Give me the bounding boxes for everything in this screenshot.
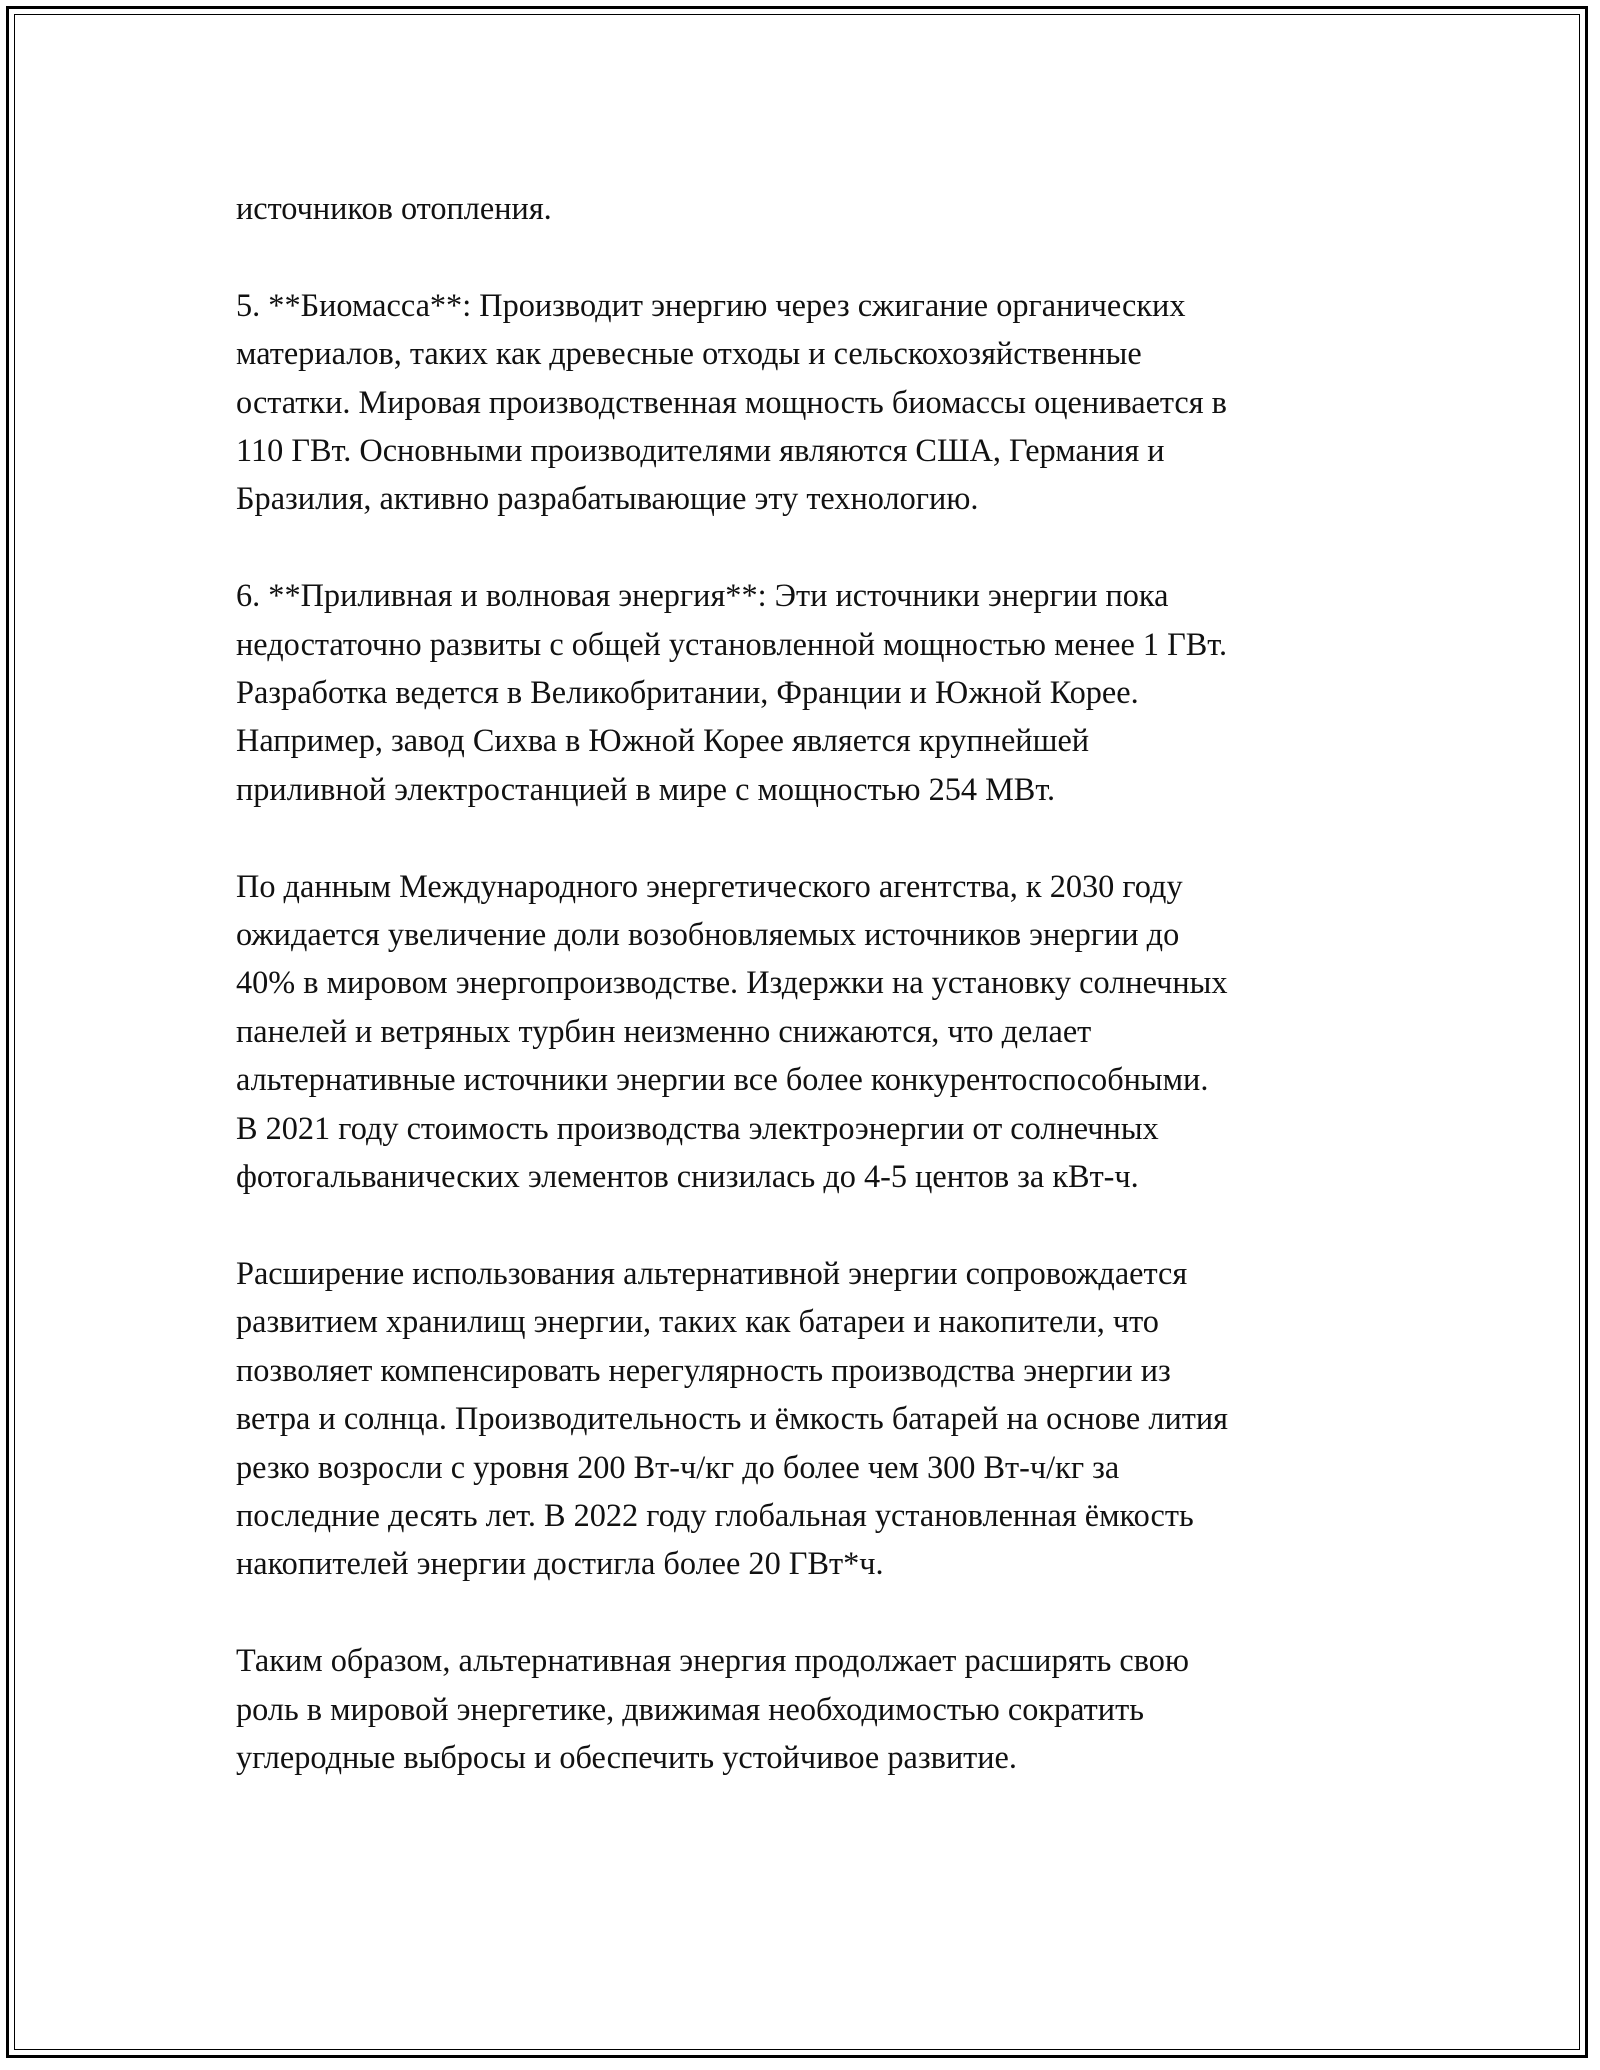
text-line: позволяет компенсировать нерегулярность производства энергии из	[236, 1351, 1171, 1388]
text-line: материалов, таких как древесные отходы и сельскохозяйственные	[236, 335, 1142, 372]
text-line: остатки. Мировая производственная мощность биомассы оценивается в	[236, 383, 1227, 420]
paragraph-iea-forecast	[236, 862, 1396, 1201]
text-line: накопителей энергии достигла более 20 ГВт*ч.	[236, 1545, 884, 1582]
text-line: Бразилия, активно разрабатывающие эту технологию.	[236, 480, 979, 517]
text-line: 5. **Биомасса**: Производит энергию через сжигание органических	[236, 286, 1186, 323]
text-line: развитием хранилищ энергии, таких как батареи и накопители, что	[236, 1303, 1159, 1340]
text-line: 110 ГВт. Основными производителями являются США, Германия и	[236, 432, 1165, 469]
document-body	[236, 184, 1396, 1830]
text-line: Таким образом, альтернативная энергия продолжает расширять свою	[236, 1642, 1190, 1679]
paragraph-conclusion	[236, 1636, 1396, 1781]
text-line: источников отопления.	[236, 190, 552, 226]
text-line: ветра и солнца. Производительность и ёмкость батарей на основе лития	[236, 1400, 1228, 1437]
text-line: Например, завод Сихва в Южной Корее является крупнейшей	[236, 722, 1090, 759]
text-line: приливной электростанцией в мире с мощностью 254 МВт.	[236, 770, 1056, 807]
text-line: фотогальванических элементов снизилась до 4-5 центов за кВт-ч.	[236, 1158, 1139, 1195]
text-line: альтернативные источники энергии все более конкурентоспособными.	[236, 1061, 1209, 1098]
text-line: 40% в мировом энергопроизводстве. Издержки на установку солнечных	[236, 964, 1228, 1001]
text-line: По данным Международного энергетического агентства, к 2030 году	[236, 867, 1183, 904]
text-line: последние десять лет. В 2022 году глобальная установленная ёмкость	[236, 1496, 1194, 1533]
text-line: резко возросли с уровня 200 Вт-ч/кг до более чем 300 Вт-ч/кг за	[236, 1448, 1120, 1485]
paragraph-tidal-wave	[236, 571, 1396, 813]
paragraph-heating-continuation	[236, 184, 1396, 232]
text-line: панелей и ветряных турбин неизменно снижаются, что делает	[236, 1012, 1092, 1049]
text-line: роль в мировой энергетике, движимая необходимостью сократить	[236, 1690, 1144, 1727]
text-line: углеродные выбросы и обеспечить устойчивое развитие.	[236, 1738, 1017, 1775]
paragraph-biomass	[236, 281, 1396, 523]
text-line: Расширение использования альтернативной энергии сопровождается	[236, 1254, 1188, 1291]
paragraph-energy-storage	[236, 1249, 1396, 1588]
text-line: ожидается увеличение доли возобновляемых источников энергии до	[236, 916, 1180, 953]
text-line: недостаточно развиты с общей установленной мощностью менее 1 ГВт.	[236, 625, 1228, 662]
text-line: 6. **Приливная и волновая энергия**: Эти источники энергии пока	[236, 577, 1169, 614]
text-line: В 2021 году стоимость производства электроэнергии от солнечных	[236, 1109, 1159, 1146]
text-line: Разработка ведется в Великобритании, Франции и Южной Корее.	[236, 674, 1139, 711]
